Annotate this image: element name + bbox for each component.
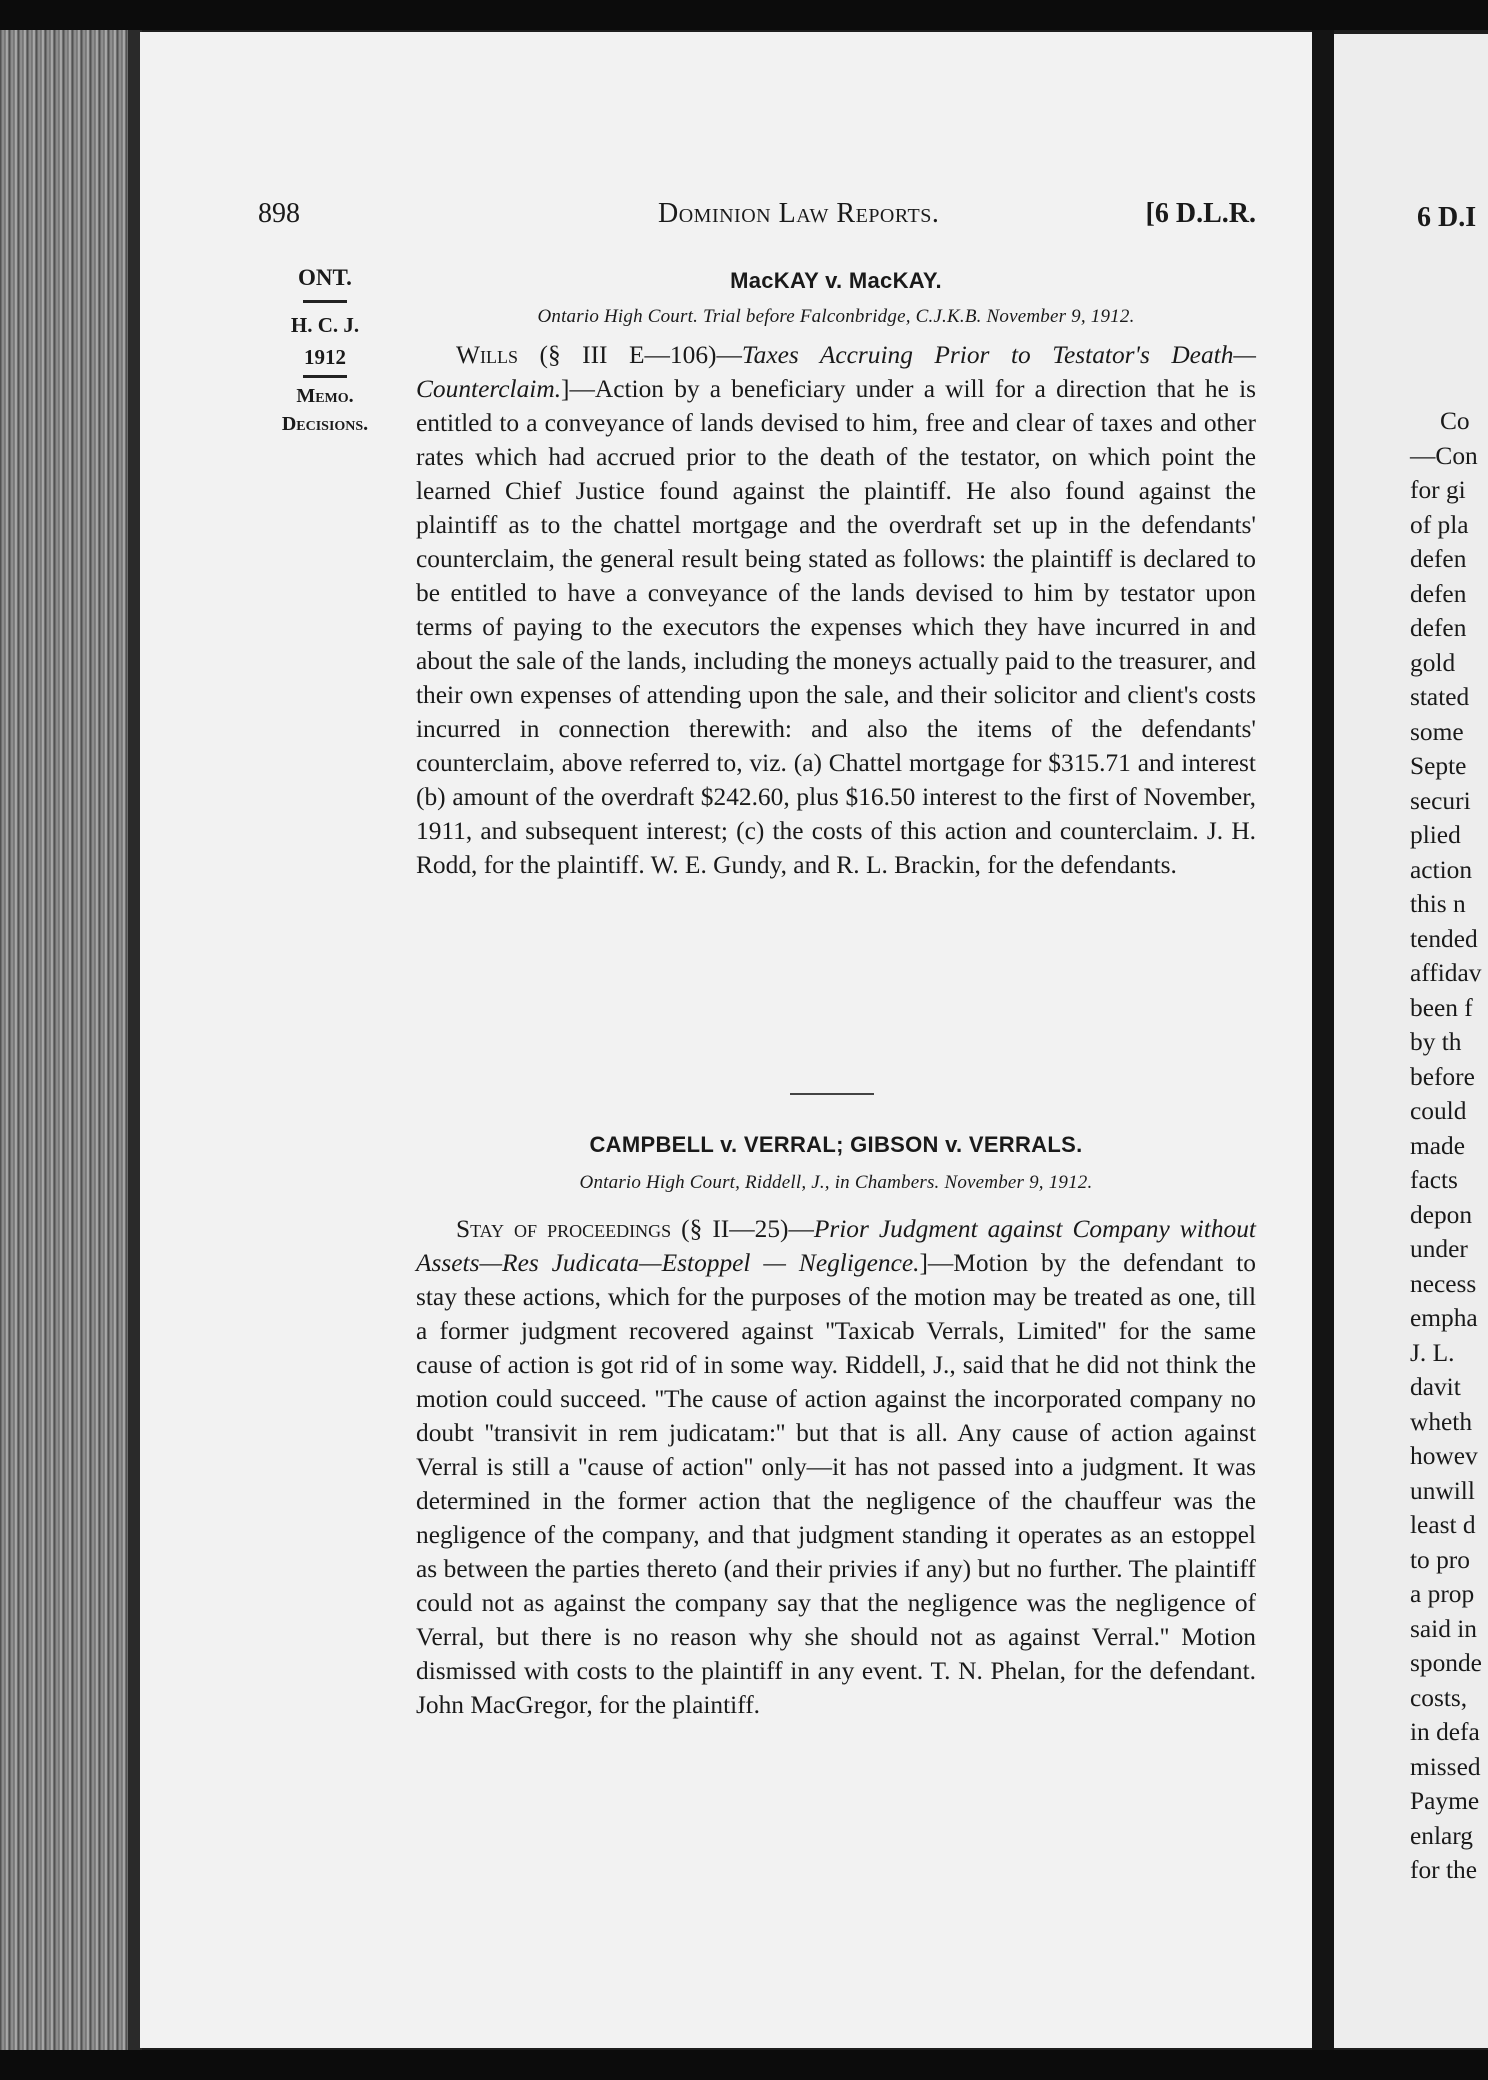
facing-page-line: empha: [1410, 1304, 1478, 1332]
case-text: ]—Action by a beneficiary under a will for a direction that he is entitled to a conveyance of lands devised to him, free and clear of taxes and other rates which had accrued prior to the death of the testator, on which point the learned Chief Justice found against the plaintiff. He also found against the plaintiff as to the chattel mortgage and the overdraft set up in the defendants' counterclaim, the general result being stated as follows: the plaintiff is declared to be entitled to have a conveyance of the lands devised to him by testator upon terms of paying to the executors the expenses which they have incurred in and about the sale of the lands, including the moneys actually paid to the treasurer, and their own expenses of attending upon the sale, and their solicitor and client's costs incurred in connection therewith: and also the items of the defendants' counterclaim, above referred to, viz. (a) Chattel mortgage for $315.71 and interest (b) amount of the overdraft $242.60, plus $16.50 interest to the first of November, 1911, and subsequent interest; (c) the costs of this action and counterclaim. J. H. Rodd, for the plaintiff. W. E. Gundy, and R. L. Brackin, for the defendants.: [416, 375, 1256, 879]
headnote: Taxes Accruing Prior to Testator's Death—Counterclaim.: [416, 341, 1256, 403]
section-divider: [790, 1093, 874, 1095]
facing-page-line: defen: [1410, 545, 1467, 573]
facing-page-line: unwill: [1410, 1476, 1475, 1505]
case-2: [416, 1132, 1256, 1722]
facing-page-line: a prop: [1410, 1580, 1475, 1608]
section-reference: (§ II—25)—: [671, 1215, 814, 1243]
facing-page-line: to pro: [1410, 1545, 1470, 1574]
page-header: [258, 198, 1256, 238]
scan-border-bottom: [0, 2050, 1488, 2080]
facing-page-header: 6 D.I: [1417, 202, 1477, 233]
facing-page-line: could: [1410, 1097, 1467, 1125]
facing-page-line: enlarg: [1410, 1821, 1473, 1850]
facing-page-line: this n: [1410, 890, 1466, 918]
facing-page-line: said in: [1410, 1614, 1477, 1643]
court-line: Ontario High Court. Trial before Falconbridge, C.J.K.B. November 9, 1912.: [537, 306, 1135, 327]
court-line: Ontario High Court, Riddell, J., in Chambers. November 9, 1912.: [579, 1172, 1093, 1193]
case-1: [416, 268, 1256, 882]
headnote: Prior Judgment against Company without Assets—Res Judicata—Estoppel — Negligence.: [416, 1215, 1256, 1277]
topic-heading: Wills: [456, 341, 518, 369]
facing-page-line: Septe: [1410, 752, 1467, 780]
margin-rule: [303, 300, 347, 303]
topic-heading: Stay of proceedings: [456, 1215, 672, 1243]
facing-page-line: tended: [1410, 924, 1478, 953]
facing-page-line: gold: [1410, 648, 1456, 677]
facing-page: [1334, 34, 1488, 2048]
jurisdiction-label: ONT.: [298, 265, 352, 290]
facing-page-line: in defa: [1410, 1718, 1480, 1746]
book-gutter: [1312, 30, 1334, 2050]
facing-page-line: davit: [1410, 1373, 1461, 1401]
facing-page-line: made: [1410, 1131, 1465, 1160]
facing-page-line: for gi: [1410, 476, 1466, 504]
facing-page-line: stated: [1410, 683, 1470, 711]
facing-page-line: costs,: [1410, 1683, 1468, 1712]
facing-page-line: some: [1410, 717, 1464, 746]
section-label-line1: Memo.: [296, 385, 354, 407]
facing-page-line: necess: [1410, 1269, 1477, 1298]
facing-page-text: [1410, 404, 1488, 1888]
facing-page-line: Payme: [1410, 1787, 1480, 1815]
facing-page-line: depon: [1410, 1200, 1473, 1229]
facing-page-line: wheth: [1410, 1407, 1473, 1436]
facing-page-line: been f: [1410, 993, 1473, 1022]
case-body: [416, 1212, 1256, 1722]
page-number: 898: [258, 198, 300, 229]
section-label-line2: Decisions.: [281, 413, 369, 435]
facing-page-line: least d: [1410, 1511, 1476, 1539]
facing-page-line: —Con: [1410, 441, 1478, 470]
court-label: H. C. J.: [290, 313, 360, 337]
margin-notes: [252, 262, 398, 438]
scan-border-top: [0, 0, 1488, 30]
facing-page-line: affidav: [1410, 959, 1482, 987]
facing-page-line: by th: [1410, 1028, 1462, 1056]
case-body: [416, 338, 1256, 882]
facing-page-line: Co: [1440, 407, 1470, 435]
volume-reference: [6 D.L.R.: [1145, 198, 1256, 229]
book-page-edges: [0, 30, 140, 2050]
section-reference: (§ III E—106)—: [517, 341, 742, 369]
facing-page-line: missed: [1410, 1752, 1481, 1781]
facing-page-line: defen: [1410, 579, 1467, 608]
facing-page-line: J. L.: [1410, 1338, 1455, 1367]
facing-page-line: action: [1410, 855, 1473, 884]
case-text: ]—Motion by the defendant to stay these actions, which for the purposes of the motion may be treated as one, till a former judgment recovered against ''Taxicab Verrals, Limited'' for the same cause of action is got rid of in some way. Riddell, J., said that he did not think the motion could succeed. ''The cause of action against the incorporated company no doubt ''transivit in rem judicatam:'' but that is all. Any cause of action against Verral is still a ''cause of action'' only—it has not passed into a judgment. It was determined in the former action that the negligence of the chauffeur was the negligence of the company, and that judgment standing it operates as an estoppel as between the parties thereto (and their privies if any) but no further. The plaintiff could not as against the company say that the negligence was the negligence of Verral, but there is no reason why she should not as against Verral.'' Motion dismissed with costs to the plaintiff in any event. T. N. Phelan, for the defendant. John MacGregor, for the plaintiff.: [416, 1249, 1256, 1719]
facing-page-line: before: [1410, 1062, 1475, 1091]
year-label: 1912: [304, 345, 346, 369]
facing-page-line: plied: [1410, 821, 1461, 849]
running-title: Dominion Law Reports.: [658, 198, 940, 229]
case-title: MacKAY v. MacKAY.: [730, 268, 942, 293]
facing-page-line: of pla: [1410, 510, 1469, 539]
case-title: CAMPBELL v. VERRAL; GIBSON v. VERRALS.: [589, 1132, 1083, 1157]
facing-page-line: sponde: [1410, 1649, 1482, 1677]
facing-page-line: under: [1410, 1235, 1468, 1263]
facing-page-line: howev: [1410, 1442, 1478, 1470]
facing-page-line: defen: [1410, 614, 1467, 642]
margin-rule: [303, 375, 347, 378]
facing-page-line: facts: [1410, 1166, 1458, 1194]
facing-page-line: for the: [1410, 1856, 1477, 1884]
facing-page-line: securi: [1410, 786, 1471, 815]
